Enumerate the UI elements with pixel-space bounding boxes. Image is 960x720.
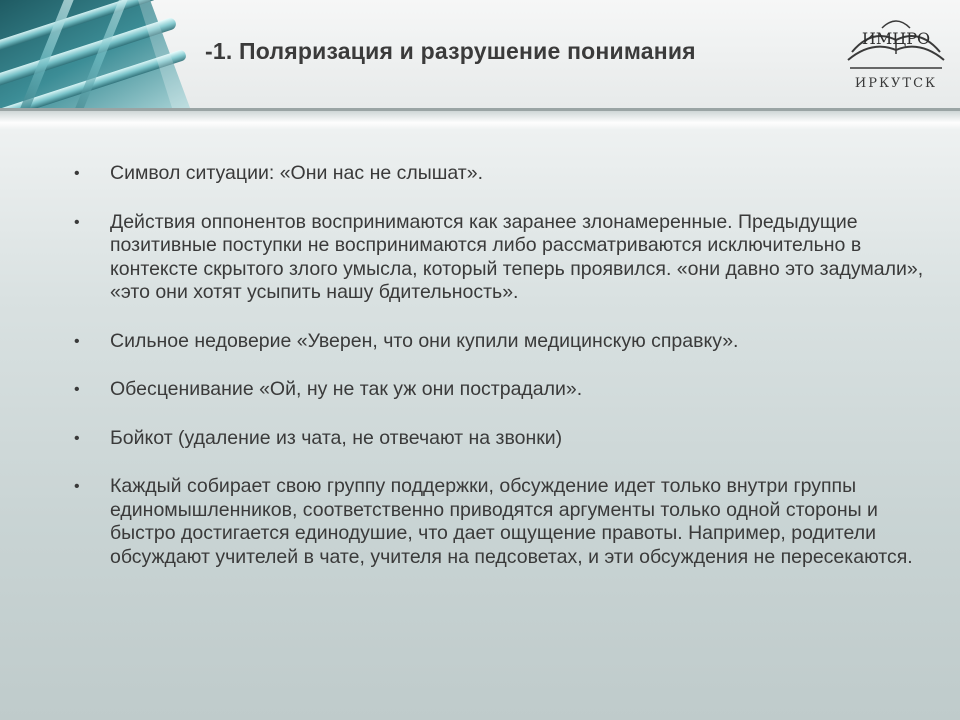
bullet-item [72, 427, 932, 451]
bullet-dot: • [74, 165, 80, 182]
bullet-text: Сильное недоверие «Уверен, что они купили медицинскую справку». [110, 329, 739, 352]
book-emblem-icon [842, 10, 950, 76]
bullet-list [72, 162, 932, 569]
svg-text:ИМЦРО: ИМЦРО [861, 29, 931, 48]
bullet-item [72, 162, 932, 186]
bullet-dot: • [74, 429, 80, 447]
bullet-dot: • [74, 332, 80, 350]
bullet-item [72, 330, 932, 354]
bullet-dot: • [74, 213, 80, 231]
header-divider-shadow [0, 111, 960, 123]
bullet-item [72, 378, 932, 402]
bullet-item [72, 475, 932, 569]
slide-header [0, 0, 960, 108]
bullet-dot: • [74, 478, 80, 495]
logo-city-text: ИРКУТСК [854, 76, 938, 91]
slide-title: -1. Поляризация и разрушение понимания [205, 38, 696, 64]
bullet-text: Действия оппонентов воспринимаются как заранее злонамеренные. Предыдущие позитивные поступки не воспринимаются либо рассматриваются исключительно в контексте скрытого злого умысла, который теперь проявился. «они давно это задумали», «это они хотят усыпить нашу бдительность». [110, 210, 924, 303]
bullet-text: Каждый собирает свою группу поддержки, обсуждение идет только внутри группы единомышленников, соответственно приводятся аргументы только одной стороны и быстро достигается единодушие, что дает ощущение правоты. Например, родители обсуждают учителей в чате, учителя на педсоветах, и эти обсуждения не пересекаются. [110, 475, 913, 568]
imcro-logo [842, 10, 950, 96]
bullet-dot: • [74, 381, 80, 398]
bullet-text: Обесценивание «Ой, ну не так уж они пострадали». [110, 378, 583, 400]
bullet-item [72, 211, 932, 305]
bullet-text: Символ ситуации: «Они нас не слышат». [110, 162, 483, 184]
decorative-tubes-image [0, 0, 190, 108]
bullet-text: Бойкот (удаление из чата, не отвечают на звонки) [110, 426, 563, 449]
